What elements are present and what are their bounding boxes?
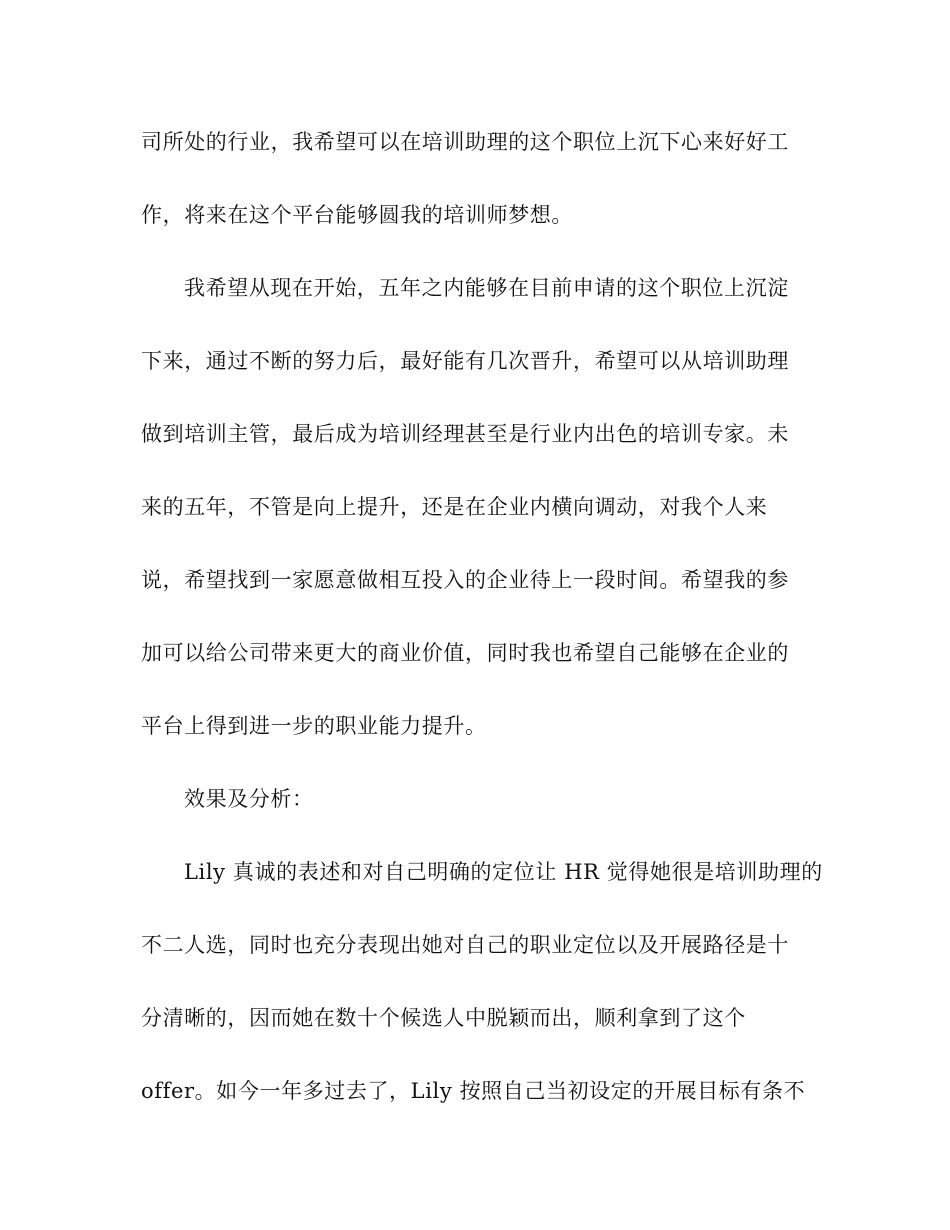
paragraph-line: 平台上得到进一步的职业能力提升。: [141, 714, 487, 738]
paragraph-line: 加可以给公司带来更大的商业价值，同时我也希望自己能够在企业的: [141, 641, 789, 665]
paragraph-line: 司所处的行业，我希望可以在培训助理的这个职位上沉下心来好好工: [141, 130, 789, 154]
paragraph-line: offer。如今一年多过去了，Lily 按照自己当初设定的开展目标有条不: [141, 1079, 806, 1103]
section-heading: 效果及分析：: [184, 787, 314, 811]
paragraph-line: 作，将来在这个平台能够圆我的培训师梦想。: [141, 203, 573, 227]
paragraph-first-line: Lily 真诚的表述和对自己明确的定位让 HR 觉得她很是培训助理的: [184, 860, 823, 884]
paragraph-line: 说，希望找到一家愿意做相互投入的企业待上一段时间。希望我的参: [141, 568, 789, 592]
paragraph-line: 下来，通过不断的努力后，最好能有几次晋升，希望可以从培训助理: [141, 349, 789, 373]
paragraph-line: 不二人选，同时也充分表现出她对自己的职业定位以及开展路径是十: [141, 933, 789, 957]
paragraph-line: 分清晰的，因而她在数十个候选人中脱颖而出，顺利拿到了这个: [141, 1006, 746, 1030]
paragraph-line: 做到培训主管，最后成为培训经理甚至是行业内出色的培训专家。未: [141, 422, 789, 446]
paragraph-first-line: 我希望从现在开始，五年之内能够在目前申请的这个职位上沉淀: [184, 276, 789, 300]
paragraph-line: 来的五年，不管是向上提升，还是在企业内横向调动，对我个人来: [141, 495, 768, 519]
